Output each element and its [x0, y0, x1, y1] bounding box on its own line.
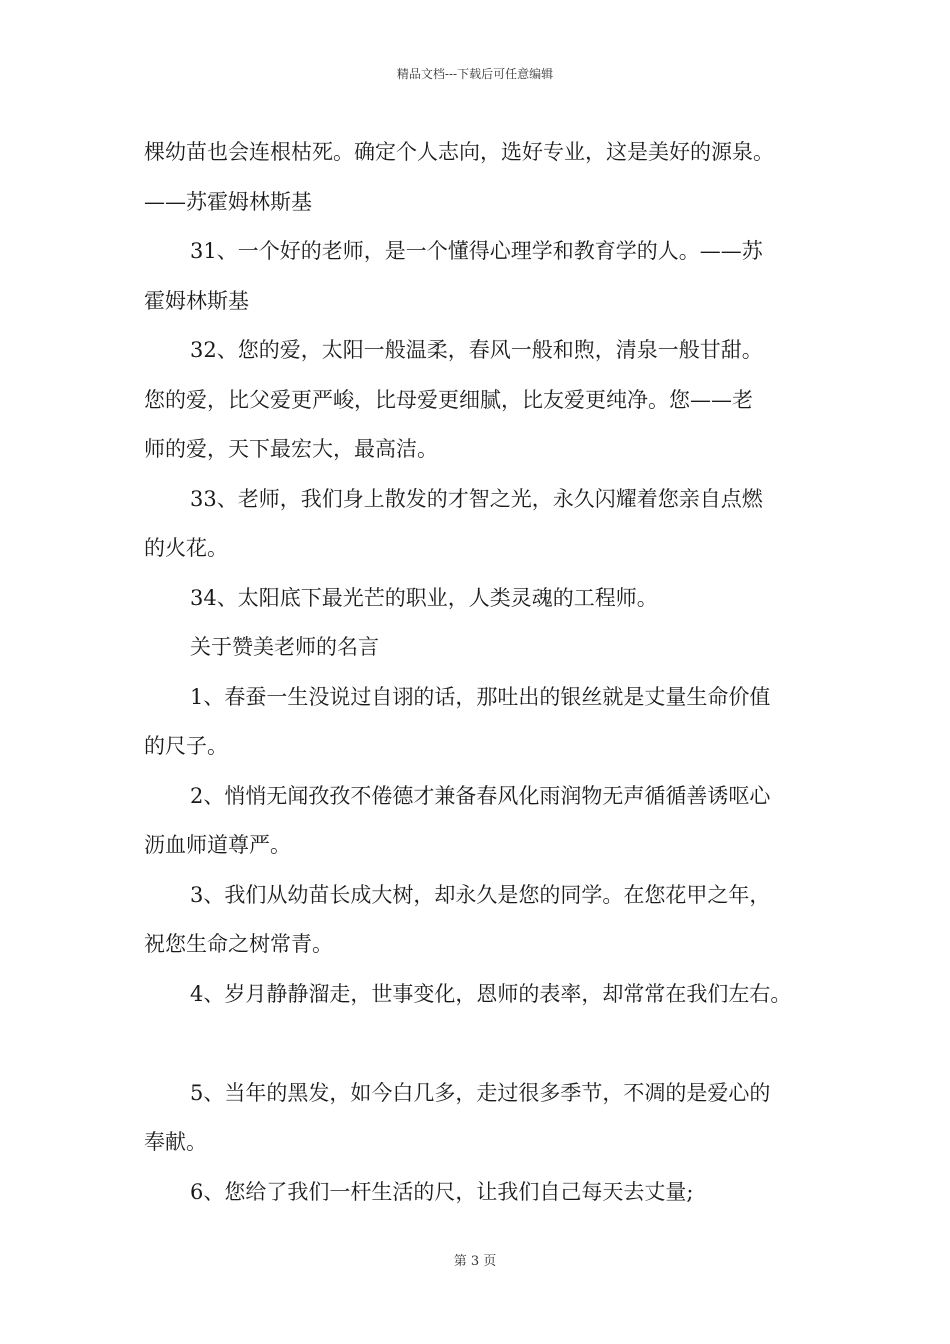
quote-6 [144, 1168, 824, 1218]
text-line: 师的爱，天下最宏大，最高洁。 [144, 437, 438, 461]
text-line: 32、您的爱，太阳一般温柔，春风一般和煦，清泉一般甘甜。 [190, 338, 763, 362]
text-line: 关于赞美老师的名言 [190, 635, 379, 659]
text-line: 1、春蚕一生没说过自诩的话，那吐出的银丝就是丈量生命价值 [190, 684, 771, 709]
text-line: 3、我们从幼苗长成大树，却永久是您的同学。在您花甲之年， [190, 882, 771, 907]
text-line: 霍姆林斯基 [144, 288, 249, 313]
text-line: 奉献。 [144, 1130, 207, 1154]
quote-4 [144, 970, 824, 1020]
text-line: 5、当年的黑发，如今白几多，走过很多季节，不凋的是爱心的 [190, 1080, 771, 1105]
text-line: 您的爱，比父爱更严峻，比母爱更细腻，比友爱更纯净。您——老 [144, 387, 753, 412]
text-line: 4、岁月静静溜走，世事变化，恩师的表率，却常常在我们左右。 [190, 981, 792, 1006]
text-line: 祝您生命之树常青。 [144, 932, 333, 956]
quote-1 [144, 673, 824, 772]
quote-32 [144, 326, 824, 475]
quote-34 [144, 574, 824, 624]
quote-31 [144, 227, 824, 326]
document-body [144, 128, 824, 1217]
quote-3 [144, 871, 824, 970]
text-line: 31、一个好的老师，是一个懂得心理学和教育学的人。——苏 [190, 239, 763, 263]
text-line: 棵幼苗也会连根枯死。确定个人志向，选好专业，这是美好的源泉。 [144, 140, 774, 164]
quote-2 [144, 772, 824, 871]
text-line: 6、您给了我们一杆生活的尺，让我们自己每天去丈量; [190, 1179, 694, 1204]
blank-line [144, 1019, 824, 1069]
page-header: 精品文档---下载后可任意编辑 [396, 67, 554, 81]
paragraph-continuation [144, 128, 824, 227]
text-line: 33、老师，我们身上散发的才智之光，永久闪耀着您亲自点燃 [190, 486, 763, 511]
text-line: 沥血师道尊严。 [144, 833, 291, 857]
text-line: ——苏霍姆林斯基 [144, 189, 312, 214]
text-line: 2、悄悄无闻孜孜不倦德才兼备春风化雨润物无声循循善诱呕心 [190, 783, 771, 808]
section-heading [144, 623, 824, 673]
quote-5 [144, 1069, 824, 1168]
text-line: 的火花。 [144, 536, 228, 560]
text-line: 的尺子。 [144, 734, 228, 758]
page-number: 第 3 页 [453, 1254, 497, 1269]
quote-33 [144, 475, 824, 574]
text-line: 34、太阳底下最光芒的职业，人类灵魂的工程师。 [190, 585, 658, 610]
